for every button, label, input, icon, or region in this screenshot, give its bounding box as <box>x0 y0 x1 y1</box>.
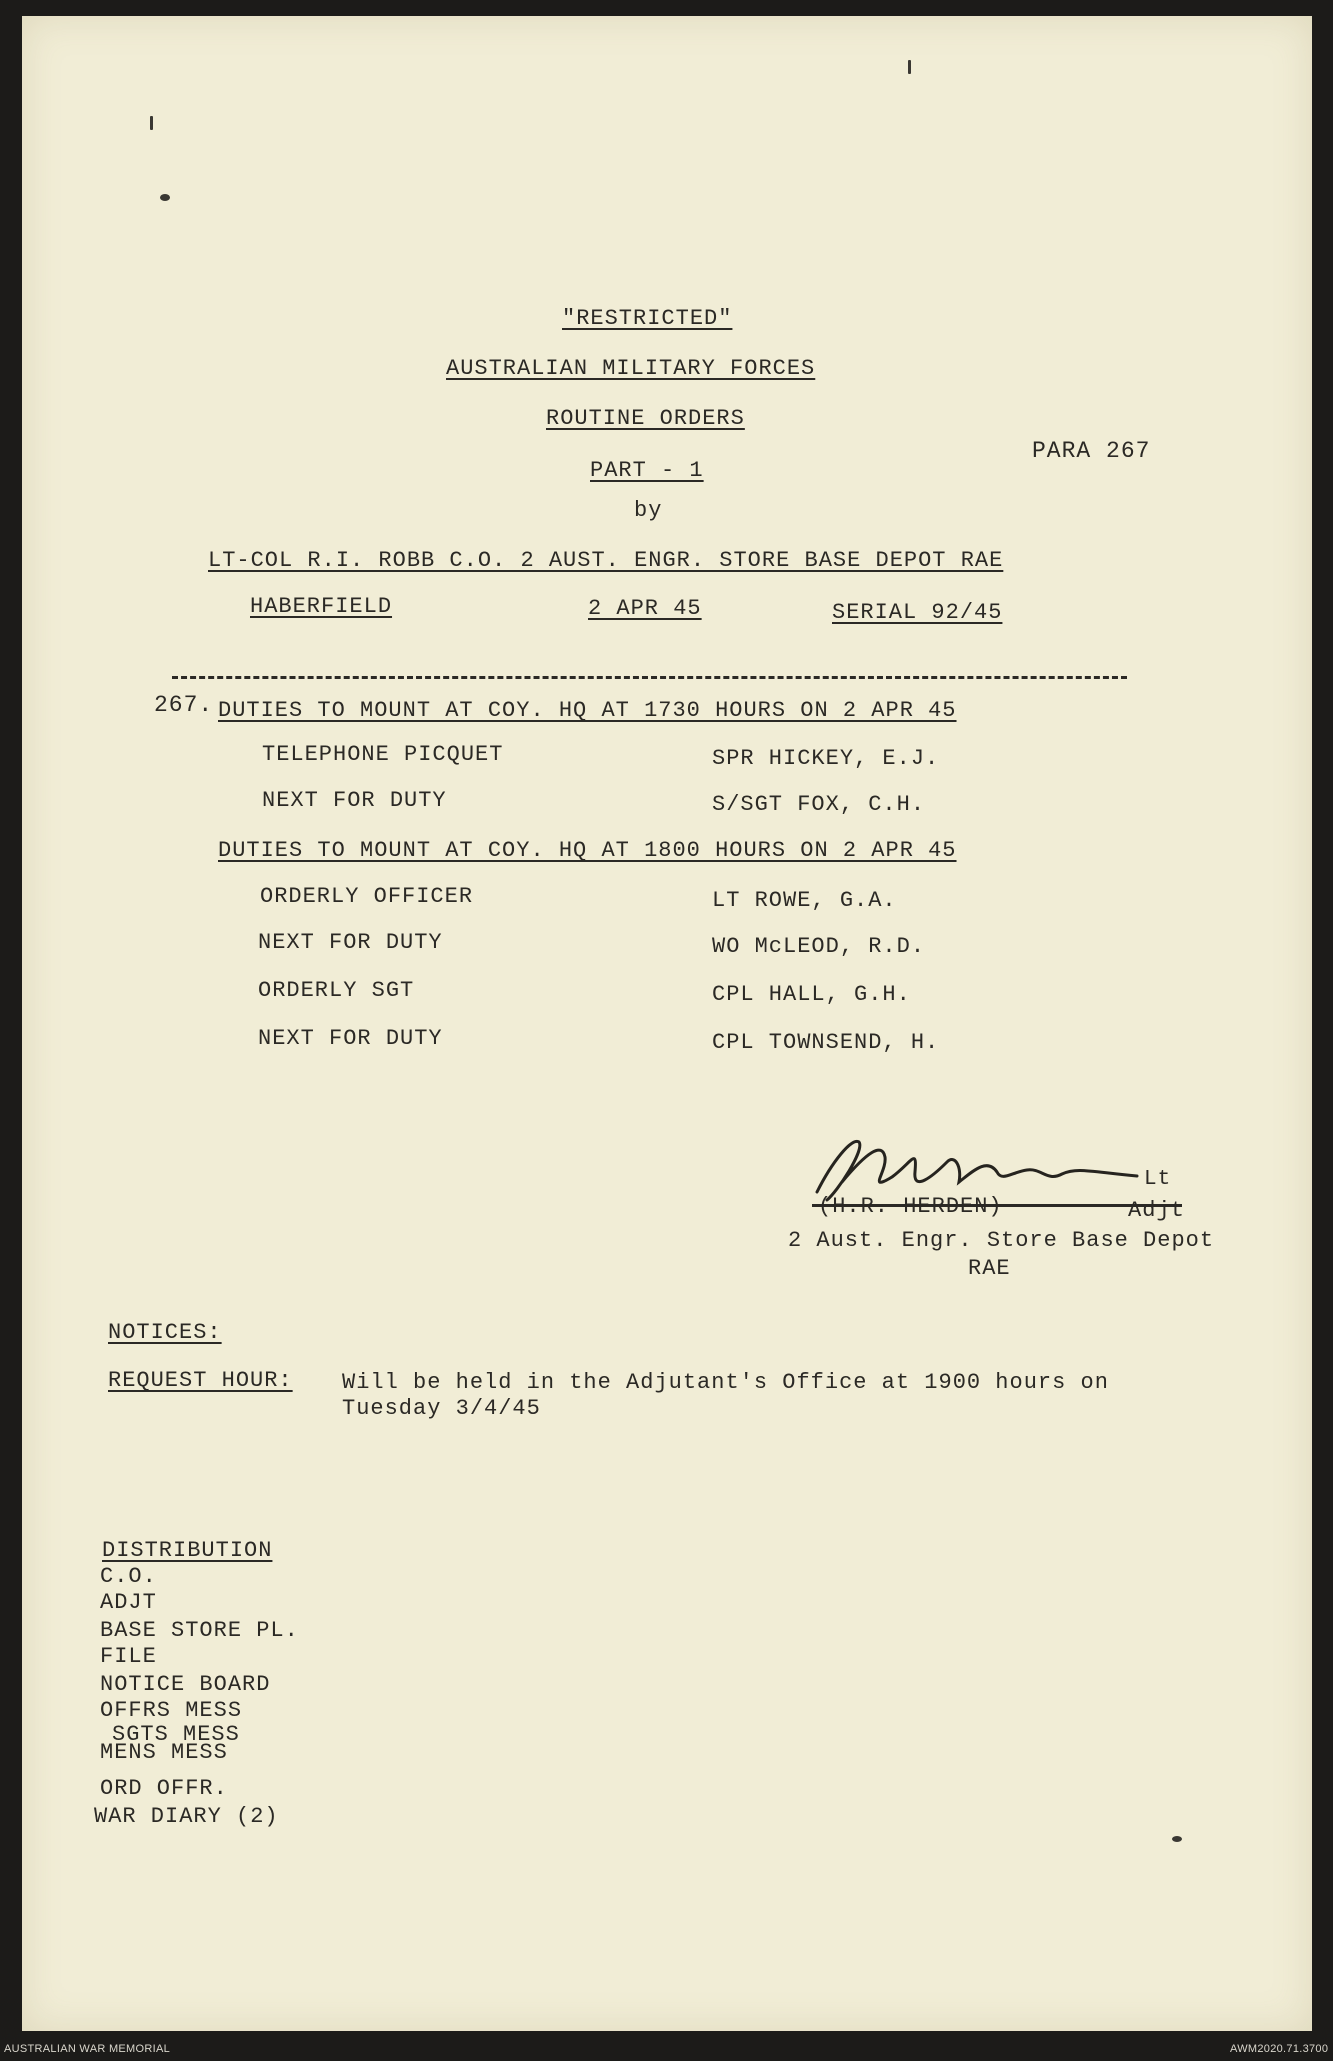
document-title: ROUTINE ORDERS <box>546 406 745 431</box>
location-label: HABERFIELD <box>250 594 393 619</box>
distribution-item: SGTS MESS <box>112 1722 240 1747</box>
signatory-rank: Lt <box>1144 1168 1172 1191</box>
distribution-item: FILE <box>100 1644 157 1669</box>
document-page <box>22 16 1312 2031</box>
signatory-unit: 2 Aust. Engr. Store Base Depot <box>788 1228 1215 1253</box>
issuer-line: LT-COL R.I. ROBB C.O. 2 AUST. ENGR. STORE BASE DEPOT RAE <box>208 548 1004 573</box>
separator-rule <box>172 676 1127 679</box>
notice-text-line2: Tuesday 3/4/45 <box>342 1396 541 1421</box>
duty-name: WO McLEOD, R.D. <box>712 934 926 959</box>
notice-text-line1: Will be held in the Adjutant's Office at 1900 hours on <box>342 1370 1109 1395</box>
organisation-title: AUSTRALIAN MILITARY FORCES <box>446 356 816 381</box>
para-number: PARA 267 <box>1032 438 1151 464</box>
order-heading-1800: DUTIES TO MOUNT AT COY. HQ AT 1800 HOURS ON 2 APR 45 <box>218 838 957 863</box>
distribution-item: MENS MESS <box>100 1740 228 1765</box>
part-label: PART - 1 <box>590 458 704 483</box>
distribution-item: OFFRS MESS <box>100 1698 243 1723</box>
distribution-item: BASE STORE PL. <box>100 1618 299 1643</box>
duty-label: NEXT FOR DUTY <box>258 1026 443 1051</box>
distribution-heading: DISTRIBUTION <box>102 1538 273 1563</box>
duty-name: CPL HALL, G.H. <box>712 982 911 1007</box>
signatory-role: Adjt <box>1128 1198 1185 1223</box>
duty-name: CPL TOWNSEND, H. <box>712 1030 940 1055</box>
duty-label: ORDERLY OFFICER <box>260 884 474 909</box>
signatory-name: (H.R. HERDEN) <box>818 1194 1003 1219</box>
signatory-corps: RAE <box>968 1256 1011 1281</box>
distribution-item: C.O. <box>100 1564 157 1589</box>
classification-label: "RESTRICTED" <box>562 306 733 331</box>
by-label: by <box>634 498 663 523</box>
archive-credit: AUSTRALIAN WAR MEMORIAL <box>4 2043 171 2055</box>
duty-name: S/SGT FOX, C.H. <box>712 792 926 817</box>
order-number: 267. <box>154 692 214 718</box>
duty-name: LT ROWE, G.A. <box>712 888 897 913</box>
duty-label: NEXT FOR DUTY <box>258 930 443 955</box>
notices-heading: NOTICES: <box>108 1320 222 1345</box>
distribution-item: WAR DIARY (2) <box>94 1804 279 1829</box>
date-label: 2 APR 45 <box>588 596 702 621</box>
paper-mark <box>908 60 911 74</box>
distribution-item: ORD OFFR. <box>100 1776 228 1801</box>
duty-label: TELEPHONE PICQUET <box>262 742 504 767</box>
request-hour-label: REQUEST HOUR: <box>108 1368 293 1393</box>
serial-label: SERIAL 92/45 <box>832 600 1003 625</box>
archive-reference: AWM2020.71.3700 <box>1230 2043 1329 2055</box>
duty-label: NEXT FOR DUTY <box>262 788 447 813</box>
distribution-item: NOTICE BOARD <box>100 1672 271 1697</box>
duty-label: ORDERLY SGT <box>258 978 415 1003</box>
paper-mark <box>160 194 170 201</box>
paper-mark <box>1172 1836 1182 1842</box>
order-heading-1730: DUTIES TO MOUNT AT COY. HQ AT 1730 HOURS ON 2 APR 45 <box>218 698 957 723</box>
distribution-item: ADJT <box>100 1590 157 1615</box>
duty-name: SPR HICKEY, E.J. <box>712 746 940 771</box>
paper-mark <box>150 116 153 130</box>
